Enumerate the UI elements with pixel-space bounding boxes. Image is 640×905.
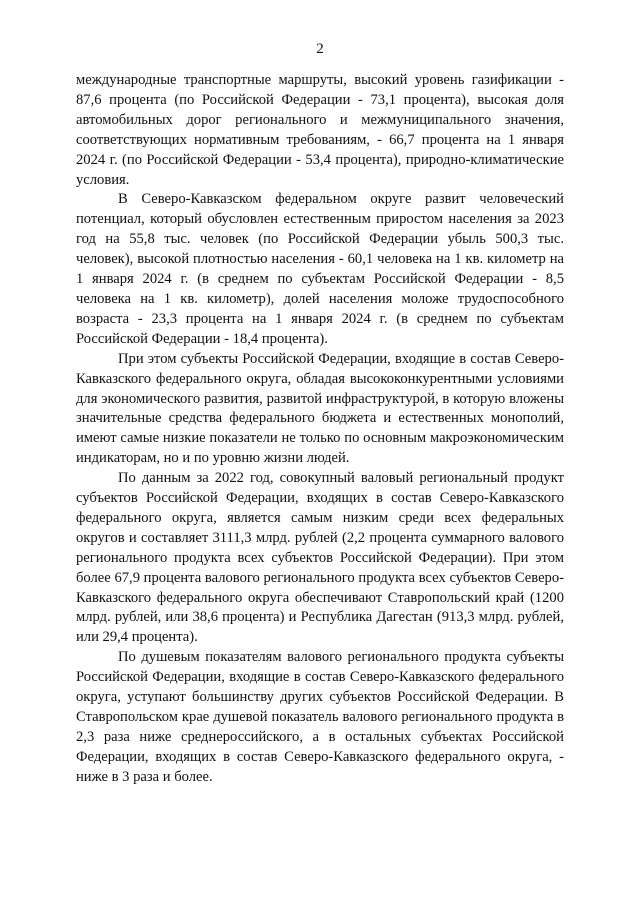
paragraph-per-capita-grp: По душевым показателям валового регионального продукта субъекты Российской Федерации, входящие в состав Северо-Кавказского федерального округа, уступают большинству других субъектов Российской Федерации. В Ставропольском крае душевой показатель валового регионального продукта в 2,3 раза ниже среднероссийского, а в остальных субъектах Российской Федерации, входящих в состав Северо-Кавказского федерального округа, - ниже в 3 раза и более. [76,649,564,785]
paragraph-continuation: международные транспортные маршруты, высокий уровень газификации - 87,6 процента (по Российской Федерации - 73,1 процента), высокая доля автомобильных дорог регионального и межмуниципального значения, соответствующих нормативным требованиям, - 66,7 процента на 1 января 2024 г. (по Российской Федерации - 53,4 процента), природно-климатические условия. [76,72,564,188]
paragraph-human-potential: В Северо-Кавказском федеральном округе развит человеческий потенциал, который обусловлен естественным приростом населения за 2023 год на 55,8 тыс. человек (по Российской Федерации убыль 500,3 тыс. человек), высокой плотностью населения - 60,1 человека на 1 кв. километр на 1 января 2024 г. (в среднем по субъектам Российской Федерации - 8,5 человека на 1 кв. километр), долей населения моложе трудоспособного возраста - 23,3 процента на 1 января 2024 г. (в среднем по субъектам Российской Федерации - 18,4 процента). [76,191,564,347]
page-number: 2 [316,41,324,57]
paragraph-grp-2022: По данным за 2022 год, совокупный валовый региональный продукт субъектов Российской Федерации, входящих в состав Северо-Кавказского федерального округа, является самым низким среди всех федеральных округов и составляет 3111,3 млрд. рублей (2,2 процента суммарного валового регионального продукта всех субъектов Российской Федерации). При этом более 67,9 процента валового регионального продукта всех субъектов Северо-Кавказского федерального округа обеспечивают Ставропольский край (1200 млрд. рублей, или 38,6 процента) и Республика Дагестан (913,3 млрд. рублей, или 29,4 процента). [76,470,564,646]
document-body [76,71,564,788]
paragraph-low-indicators: При этом субъекты Российской Федерации, входящие в состав Северо-Кавказского федерального округа, обладая высококонкурентными условиями для экономического развития, развитой инфраструктурой, в которую вложены значительные средства федерального бюджета и естественных монополий, имеют самые низкие показатели не только по основным макроэкономическим индикаторам, но и по уровню жизни людей. [76,350,564,467]
